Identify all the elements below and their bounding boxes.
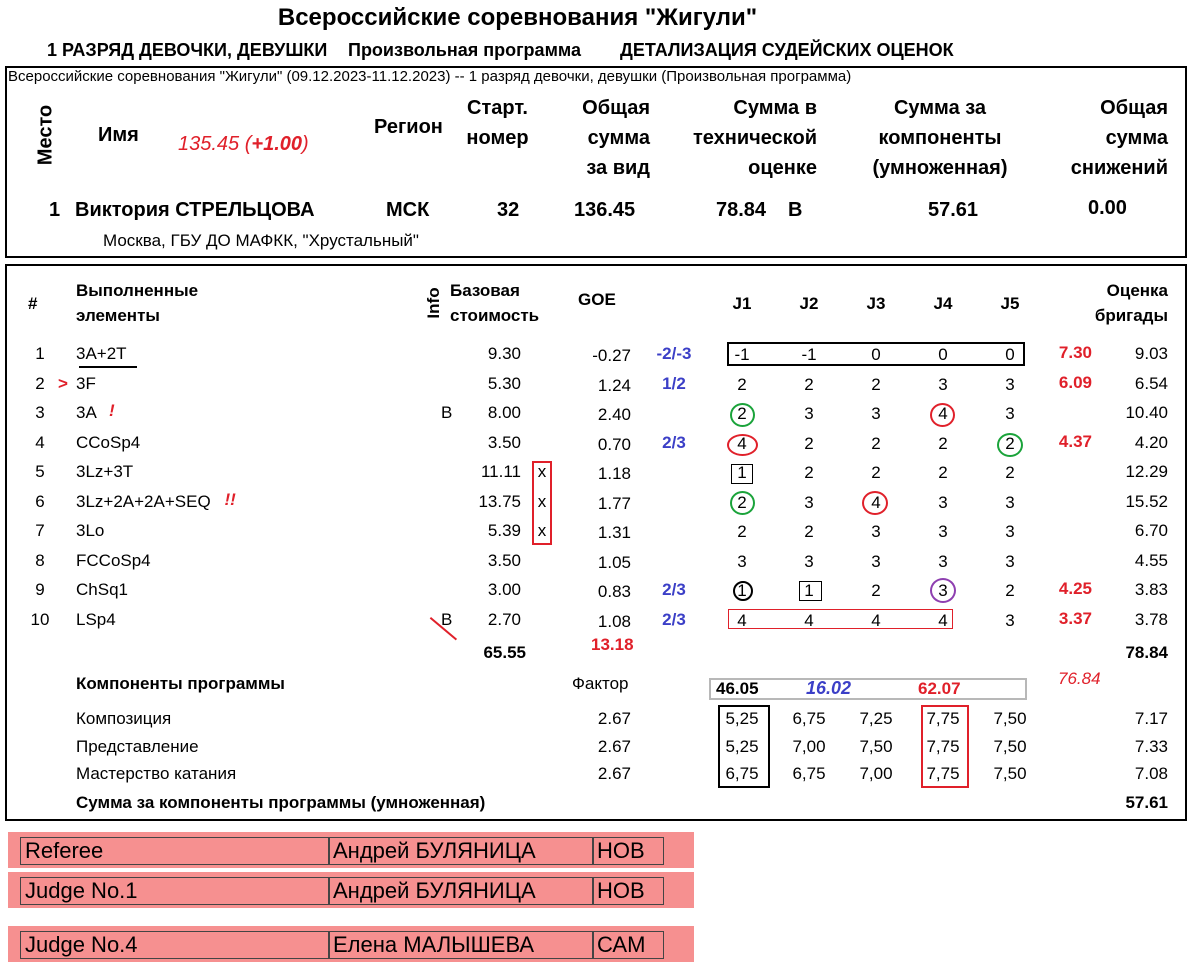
col-info: Info xyxy=(424,287,443,319)
col-j2: J2 xyxy=(799,294,819,313)
event-line: Всероссийские соревнования "Жигули" (09.12.2023-11.12.2023) -- 1 разряд девочки, девушки (Произвольная программа) xyxy=(8,68,852,85)
element-judge-score: 0 xyxy=(871,345,881,364)
skater-name: Виктория СТРЕЛЬЦОВА xyxy=(75,199,315,221)
element-num: 2 xyxy=(35,373,45,393)
col-num: # xyxy=(28,294,38,313)
col-tech: Сумма в технической оценке xyxy=(692,97,817,179)
element-panel-score: 15.52 xyxy=(1125,491,1168,511)
component-judge-score: 6,75 xyxy=(792,764,826,783)
element-flag: ! xyxy=(109,401,115,420)
factor-label: Фактор xyxy=(572,674,629,693)
comp-score: 57.61 xyxy=(928,199,979,221)
col-elements: Выполненные элементы xyxy=(76,281,199,325)
component-judge-score: 7,50 xyxy=(993,709,1027,728)
element-name: 3Lz+3T xyxy=(76,462,134,481)
element-judge-score: 2 xyxy=(804,433,814,453)
component-judge-score: 7,50 xyxy=(859,736,893,756)
official-role: Referee xyxy=(20,837,330,865)
element-panel-score: 9.03 xyxy=(1134,344,1168,363)
element-panel-score: 4.20 xyxy=(1134,432,1168,452)
col-base: Базовая стоимость xyxy=(450,281,540,325)
element-judge-score: 2 xyxy=(871,374,881,394)
element-alt-score: 7.30 xyxy=(1058,343,1092,362)
element-judge-score: 3 xyxy=(938,551,948,571)
component-name: Представление xyxy=(76,736,199,756)
element-num: 3 xyxy=(35,403,45,422)
component-judge-score: 7,75 xyxy=(926,709,960,728)
element-judge-score: 2 xyxy=(804,374,814,394)
element-name: LSp4 xyxy=(76,609,116,629)
element-judge-score: 4 xyxy=(737,433,747,453)
element-judge-score: 3 xyxy=(938,522,948,541)
element-goe: 1.05 xyxy=(597,552,631,572)
components-title: Компоненты программы xyxy=(76,674,285,693)
element-judge-score: 4 xyxy=(804,610,814,630)
element-x-flag: x xyxy=(537,521,547,540)
element-panel-score: 6.54 xyxy=(1134,373,1168,393)
element-judge-score: 3 xyxy=(938,492,948,512)
official-name: Андрей БУЛЯНИЦА xyxy=(328,837,594,865)
place-value: 1 xyxy=(49,199,61,221)
element-judge-score: 2 xyxy=(1005,581,1015,600)
official-region: НОВ xyxy=(592,837,664,865)
region-value: МСК xyxy=(386,199,430,221)
element-num: 8 xyxy=(35,550,45,570)
element-alt-score: 3.37 xyxy=(1058,608,1092,628)
element-judge-score: 3 xyxy=(938,374,948,394)
element-panel-score: 10.40 xyxy=(1125,403,1168,422)
official-role: Judge No.4 xyxy=(20,931,330,959)
col-goe: GOE xyxy=(578,290,616,309)
official-role: Judge No.1 xyxy=(20,877,330,905)
element-judge-score: 2 xyxy=(871,433,881,453)
element-judge-score: 2 xyxy=(737,374,747,394)
col-j5: J5 xyxy=(1000,294,1020,313)
element-goe-note: 2/3 xyxy=(662,432,686,452)
element-judge-score: 3 xyxy=(737,551,747,571)
element-judge-score: 2 xyxy=(938,463,948,482)
official-name: Елена МАЛЫШЕВА xyxy=(328,931,594,959)
element-judge-score: 3 xyxy=(938,581,948,600)
col-name: Имя xyxy=(98,124,139,146)
r9-j1-mark xyxy=(733,581,753,601)
element-goe: -0.27 xyxy=(592,346,631,365)
official-row xyxy=(8,926,694,962)
element-goe-note: 2/3 xyxy=(662,580,686,599)
comp-j4-frame xyxy=(921,705,969,788)
element-panel-score: 3.83 xyxy=(1134,580,1168,599)
element-judge-score: 1 xyxy=(737,581,747,600)
total-goe: 13.18 xyxy=(591,635,634,654)
components-sum-a: 46.05 xyxy=(716,679,759,698)
components-total: 57.61 xyxy=(1125,793,1168,812)
official-region: НОВ xyxy=(592,877,664,905)
element-info: B xyxy=(441,609,453,629)
component-judge-score: 5,25 xyxy=(725,709,759,728)
element-name: ChSq1 xyxy=(76,580,128,599)
r6-j3-mark xyxy=(862,491,888,515)
official-row xyxy=(8,832,694,868)
element-judge-score: 2 xyxy=(737,492,747,512)
element-alt-score: 4.37 xyxy=(1058,431,1092,451)
comp-j1-frame xyxy=(718,705,770,788)
r6-j1-mark xyxy=(730,491,755,515)
r9-j2-mark xyxy=(799,581,822,601)
element-base: 3.00 xyxy=(487,580,521,599)
element-judge-score: 3 xyxy=(804,551,814,571)
row1-element-underline xyxy=(79,366,137,368)
components-alt-total: 76.84 xyxy=(1058,669,1101,688)
r4-j5-mark xyxy=(997,433,1023,457)
element-judge-score: 1 xyxy=(737,463,747,482)
element-panel-score: 12.29 xyxy=(1125,462,1168,481)
r9-j4-mark xyxy=(930,578,956,603)
element-goe-note: 1/2 xyxy=(662,373,686,393)
col-j1: J1 xyxy=(732,294,752,313)
element-judge-score: 4 xyxy=(737,610,747,630)
score-note: 135.45 (+1.00) xyxy=(178,133,309,155)
element-judge-score: 3 xyxy=(1005,374,1015,394)
element-base: 5.39 xyxy=(487,521,521,540)
r10-judges-frame xyxy=(728,609,953,629)
element-marker: > xyxy=(58,373,68,393)
r4-j1-mark xyxy=(727,434,758,456)
element-judge-score: 2 xyxy=(871,463,881,482)
element-judge-score: 3 xyxy=(1005,522,1015,541)
component-judge-score: 7,75 xyxy=(926,736,960,756)
element-num: 10 xyxy=(30,609,50,629)
component-factor: 2.67 xyxy=(597,736,631,756)
x-flags-frame xyxy=(532,461,552,545)
col-comp: Сумма за компоненты (умноженная) xyxy=(872,97,1008,179)
element-judge-score: 2 xyxy=(1005,433,1015,453)
element-base: 13.75 xyxy=(478,491,521,511)
element-judge-score: 4 xyxy=(871,610,881,630)
element-goe: 1.24 xyxy=(597,375,631,395)
element-base: 11.11 xyxy=(480,462,521,481)
element-goe: 0.70 xyxy=(597,434,631,454)
element-judge-score: 4 xyxy=(938,404,948,423)
element-goe: 2.40 xyxy=(597,405,631,424)
element-judge-score: 4 xyxy=(938,610,948,630)
element-goe-note: 2/3 xyxy=(662,609,686,629)
element-judge-score: 2 xyxy=(1005,463,1015,482)
total-panel-score: 78.84 xyxy=(1125,643,1168,662)
element-goe: 0.83 xyxy=(597,582,631,601)
element-alt-score: 6.09 xyxy=(1058,372,1092,392)
element-judge-score: 2 xyxy=(871,581,881,600)
element-num: 4 xyxy=(35,432,45,452)
element-judge-score: 3 xyxy=(1005,610,1015,630)
official-name: Андрей БУЛЯНИЦА xyxy=(328,877,594,905)
col-start: Старт. номер xyxy=(466,97,529,149)
element-judge-score: 0 xyxy=(1005,345,1015,364)
element-alt-score: 4.25 xyxy=(1058,579,1092,598)
tech-score: 78.84 xyxy=(716,199,767,221)
page-title: Всероссийские соревнования "Жигули" xyxy=(277,4,758,31)
component-judge-score: 6,75 xyxy=(792,709,826,728)
official-region: САМ xyxy=(592,931,664,959)
r3-j4-mark xyxy=(930,403,955,427)
element-judge-score: 3 xyxy=(1005,551,1015,571)
total-base: 65.55 xyxy=(483,643,526,662)
r5-j1-mark xyxy=(731,464,753,484)
element-judge-score: 0 xyxy=(938,345,948,364)
col-j4: J4 xyxy=(933,294,953,313)
element-flag: !! xyxy=(224,489,236,509)
program-title: Произвольная программа xyxy=(348,40,581,60)
element-panel-score: 4.55 xyxy=(1134,550,1168,570)
element-judge-score: 1 xyxy=(804,581,814,600)
component-judge-score: 7,50 xyxy=(993,736,1027,756)
component-judge-score: 5,25 xyxy=(725,736,759,756)
component-score: 7.08 xyxy=(1134,764,1168,783)
element-name: FCCoSp4 xyxy=(76,550,151,570)
components-sum-c: 62.07 xyxy=(918,679,961,698)
deductions-value: 0.00 xyxy=(1088,197,1127,219)
element-goe-note: -2/-3 xyxy=(656,344,692,363)
element-x-flag: x xyxy=(537,491,547,511)
element-goe: 1.18 xyxy=(597,464,631,483)
element-judge-score: 2 xyxy=(938,433,948,453)
col-total: Общая сумма за вид xyxy=(582,97,650,179)
element-name: 3Lo xyxy=(76,521,105,540)
element-num: 1 xyxy=(35,344,45,363)
element-judge-score: 4 xyxy=(871,492,881,512)
element-panel-score: 6.70 xyxy=(1134,521,1168,540)
element-name: 3Lz+2A+2A+SEQ xyxy=(76,491,211,511)
element-base: 3.50 xyxy=(487,432,521,452)
element-judge-score: 2 xyxy=(737,522,747,541)
element-name: CCoSp4 xyxy=(76,432,141,452)
element-num: 7 xyxy=(35,521,45,540)
element-judge-score: 2 xyxy=(804,463,814,482)
element-goe: 1.31 xyxy=(597,523,631,542)
col-region: Регион xyxy=(374,116,443,138)
total-score: 136.45 xyxy=(574,199,636,221)
element-base: 9.30 xyxy=(487,344,521,363)
element-base: 2.70 xyxy=(487,609,521,629)
col-j3: J3 xyxy=(866,294,886,313)
element-goe: 1.77 xyxy=(597,493,631,513)
component-factor: 2.67 xyxy=(597,764,631,783)
element-num: 6 xyxy=(35,491,45,511)
element-judge-score: 3 xyxy=(804,404,814,423)
components-total-label: Сумма за компоненты программы (умноженная) xyxy=(76,793,486,812)
component-name: Мастерство катания xyxy=(76,764,237,783)
component-judge-score: 7,75 xyxy=(926,764,960,783)
element-name: 3A+2T xyxy=(76,344,127,363)
component-score: 7.33 xyxy=(1134,736,1168,756)
element-x-flag: x xyxy=(537,462,547,481)
element-judge-score: 3 xyxy=(1005,404,1015,423)
element-num: 9 xyxy=(35,580,45,599)
element-judge-score: 3 xyxy=(1005,492,1015,512)
element-base: 5.30 xyxy=(487,373,521,393)
element-judge-score: 3 xyxy=(871,522,881,541)
element-judge-score: 3 xyxy=(871,551,881,571)
component-judge-score: 7,00 xyxy=(859,764,893,783)
col-panel-score: Оценка бригады xyxy=(1094,281,1168,325)
col-deductions: Общая сумма снижений xyxy=(1070,97,1168,179)
element-judge-score: -1 xyxy=(734,345,750,364)
col-place: Место xyxy=(34,104,57,166)
element-judge-score: 3 xyxy=(871,404,881,423)
report-title: ДЕТАЛИЗАЦИЯ СУДЕЙСКИХ ОЦЕНОК xyxy=(620,40,954,60)
element-base: 8.00 xyxy=(487,403,521,422)
component-judge-score: 7,50 xyxy=(993,764,1027,783)
element-name: 3A xyxy=(76,403,97,422)
element-name: 3F xyxy=(76,373,96,393)
r3-j1-mark xyxy=(730,403,755,427)
tech-flag: В xyxy=(788,199,803,221)
component-name: Композиция xyxy=(76,709,172,728)
element-judge-score: -1 xyxy=(801,345,817,364)
component-factor: 2.67 xyxy=(597,709,631,728)
components-sum-b: 16.02 xyxy=(806,678,852,698)
element-base: 3.50 xyxy=(487,550,521,570)
element-judge-score: 3 xyxy=(804,492,814,512)
start-number: 32 xyxy=(497,199,520,221)
component-score: 7.17 xyxy=(1134,709,1168,728)
element-panel-score: 3.78 xyxy=(1134,609,1168,629)
element-goe: 1.08 xyxy=(597,611,631,631)
component-judge-score: 7,00 xyxy=(792,736,826,756)
component-judge-score: 6,75 xyxy=(725,764,759,783)
element-judge-score: 2 xyxy=(737,404,747,423)
element-num: 5 xyxy=(35,462,45,481)
element-info: B xyxy=(441,403,453,422)
skater-club: Москва, ГБУ ДО МАФКК, "Хрустальный" xyxy=(103,231,419,250)
category-title: 1 РАЗРЯД ДЕВОЧКИ, ДЕВУШКИ xyxy=(47,40,328,60)
element-judge-score: 2 xyxy=(804,522,814,541)
row1-judges-frame xyxy=(727,342,1025,366)
official-row xyxy=(8,872,694,908)
component-judge-score: 7,25 xyxy=(859,709,893,728)
